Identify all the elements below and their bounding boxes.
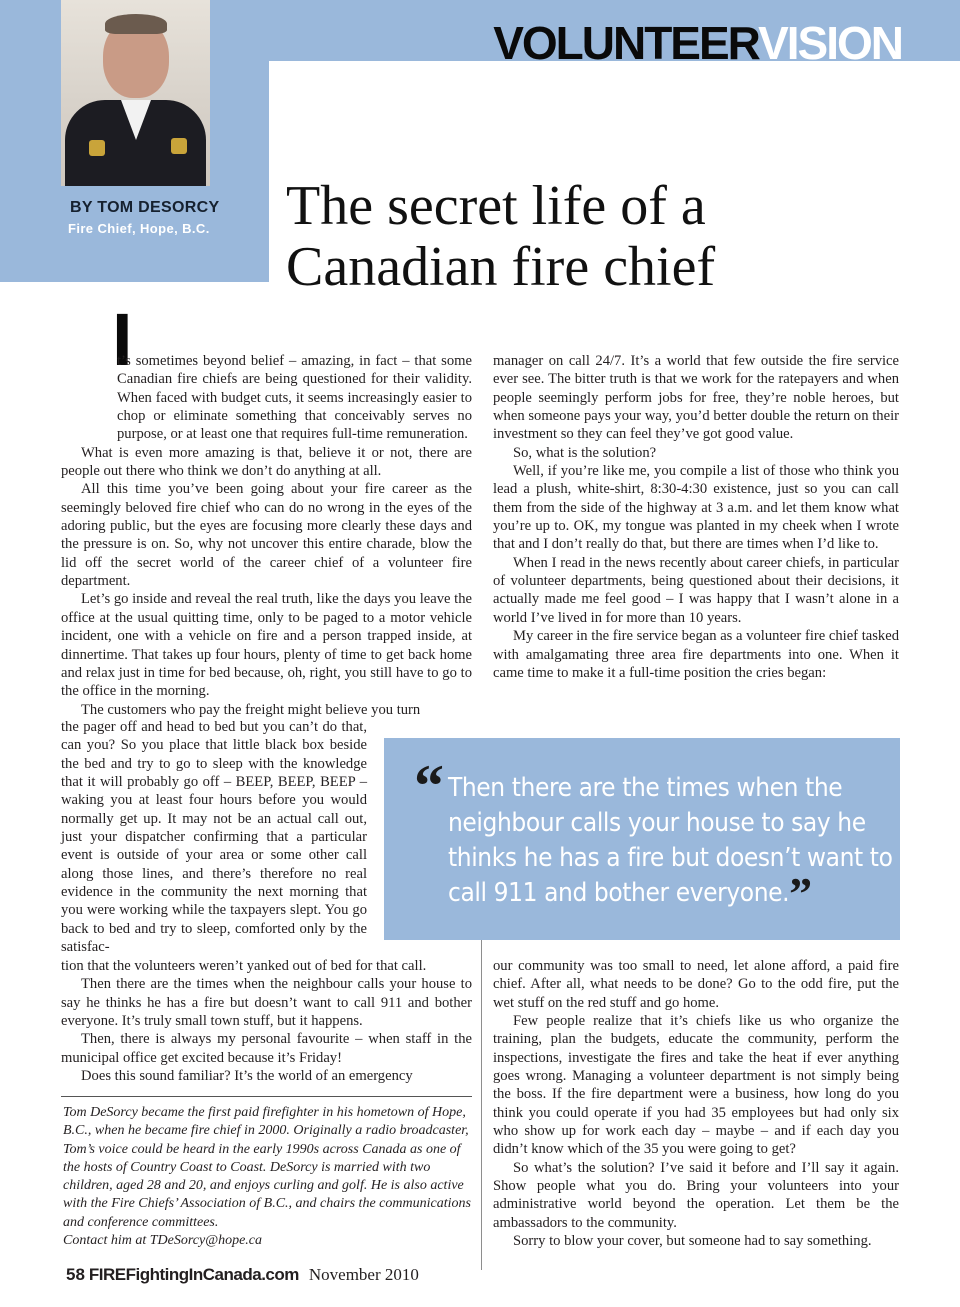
open-quote-mark: “ <box>414 753 444 819</box>
paragraph: So what’s the solution? I’ve said it before and I’ll say it again. Show people what you do. Bring your volunteers into your administrative world beyond the operation. Let them be the ambassadors to the community. <box>493 1159 899 1231</box>
headline-line-1: The secret life of a <box>286 175 706 237</box>
site-name: FIREFightingInCanada.com <box>88 1265 299 1284</box>
page-number: 58 <box>66 1265 85 1284</box>
paragraph: Few people realize that it’s chiefs like us who organize the training, plan the budgets, educate the community, perform the inspections, investigate the fires and take the heat if ever anything goes wrong. Managing a volunteer department is not simply being the boss. If the fire department were a business, how long do you think you could operate if you had 35 employees but had only six who show up for work each day – maybe – and if each day you didn’t know which of the 35 you were going to get? <box>493 1013 899 1158</box>
paragraph: Does this sound familiar? It’s the world of an emergency <box>81 1068 413 1085</box>
bio-divider <box>61 1096 472 1097</box>
article-headline <box>286 176 926 298</box>
paragraph: My career in the fire service began as a volunteer fire chief tasked with amalgamating three area fire departments into one. When it came time to make it a full-time position the cries began: <box>493 628 899 681</box>
column-2-top <box>493 352 899 682</box>
author-photo <box>61 0 210 186</box>
paragraph: Let’s go inside and reveal the real truth, like the days you leave the office at the usual quitting time, only to be paged to a motor vehicle incident, one with a vehicle on fire and a person trapped inside, at dinnertime. That takes up four hours, plenty of time to get back home and relax just in time for bed because, oh, right, you still have to go to the office in the morning. <box>61 591 472 700</box>
paragraph: our community was too small to need, let alone afford, a paid fire chief. After all, what needs to be done? Go to the odd fire, put the wet stuff on the red stuff and go home. <box>493 958 899 1011</box>
column-divider <box>481 940 482 1270</box>
issue-date: November 2010 <box>308 1265 419 1284</box>
bio-contact: Contact him at TDeSorcy@hope.ca <box>63 1233 262 1249</box>
paragraph: manager on call 24/7. It’s a world that few outside the fire service ever see. The bitter truth is that we work for the ratepayers and when people seemingly perform jobs for free, they’re noble heroes, but when someone pays your way, you’d better double the return on their investment so they can feel they’ve got good value. <box>493 353 899 443</box>
paragraph: The customers who pay the freight might believe you turn <box>81 701 421 718</box>
author-byline: BY TOM DESORCY <box>70 199 220 216</box>
close-quote-mark: ” <box>789 868 812 919</box>
paragraph: the pager off and head to bed but you can’t do that, can you? So you place that little black box beside the bed and try to go to sleep with the knowledge that it will probably go off – BEEP, BEEP, BEEP – waking you at least four hours before you would normally get up. It may not be an actual call out, just your dispatcher confirming that a particular event is outside of your area or some other call along those lines, and there’s therefore no real evidence in the community the next morning that you were working while the taxpayers slept. You go back to bed and try to sleep, comforted only by the satisfac- <box>61 719 367 956</box>
page-footer <box>66 1265 419 1285</box>
paragraph: What is even more amazing is that, believe it or not, there are people out there who think we don’t do anything at all. <box>61 444 472 480</box>
column-1-bottom <box>61 957 472 1085</box>
paragraph: So, what is the solution? <box>513 444 657 461</box>
paragraph: Then there are the times when the neighbour calls your house to say he thinks he has a fire but doesn’t want to call 911 and bother everyone. It’s truly small town stuff, but it happens. <box>61 976 472 1030</box>
pull-quote-text: Then there are the times when the neighbour calls your house to say he thinks he has a fire but doesn’t want to call 911 and bother everyone.” <box>448 773 893 919</box>
author-role: Fire Chief, Hope, B.C. <box>68 221 210 236</box>
headline-line-2: Canadian fire chief <box>286 236 716 298</box>
paragraph: All this time you’ve been going about your fire career as the seemingly beloved fire chief who can do no wrong in the eyes of the adoring public, but the eyes are focusing more clearly these days and the pressure is on. So, why not uncover this entire charade, blow the lid off the secret world of the career chief of a volunteer fire department. <box>61 481 472 590</box>
section-title-vision: VISION <box>758 18 902 64</box>
paragraph: When I read in the news recently about career chiefs, in particular of volunteer departments, being questioned about their decisions, it actually made me feel good – I was happy that I wasn’t alone in a world I’ve lived in for more than 10 years. <box>493 554 899 626</box>
drop-cap: I <box>112 312 133 367</box>
paragraph: Then, there is always my personal favourite – when staff in the municipal office get excited because it’s Friday! <box>61 1031 472 1066</box>
column-1-top <box>61 352 472 719</box>
author-bio <box>63 1104 471 1250</box>
section-title-volunteer: VOLUNTEER <box>493 18 759 64</box>
bio-text: Tom DeSorcy became the first paid firefighter in his hometown of Hope, B.C., when he became fire chief in 2000. Originally a radio broadcaster, Tom’s voice could be heard in the early 1990s across Canada as one of the hosts of Country Coast to Coast. DeSorcy is married with two children, aged 28 and 20, and enjoys curling and golf. He is also active with the Fire Chiefs’ Association of B.C., and chairs the communications and conference committees. <box>63 1105 471 1230</box>
paragraph: tion that the volunteers weren’t yanked out of bed for that call. <box>61 958 427 974</box>
column-2-bottom <box>493 957 899 1251</box>
paragraph: t’s sometimes beyond belief – amazing, in fact – that some Canadian fire chiefs are being questioned for their validity. When faced with budget cuts, it seems increasingly easier to chop or eliminate something that conceivably serves no purpose, or at least one that requires full-time remuneration. <box>117 353 472 443</box>
column-1-middle <box>61 718 367 956</box>
section-title <box>493 18 902 64</box>
paragraph: Sorry to blow your cover, but someone had to say something. <box>513 1233 872 1250</box>
paragraph: Well, if you’re like me, you compile a list of those who think you lead a plush, white-shirt, 8:30-4:30 existence, just so you can call them from the side of the highway at 3 a.m. and let them know what you’re up to. OK, my tongue was planted in my cheek when I wrote that and I don’t really do that, but there are times when I’d like to. <box>493 463 899 553</box>
pull-quote <box>384 738 900 940</box>
